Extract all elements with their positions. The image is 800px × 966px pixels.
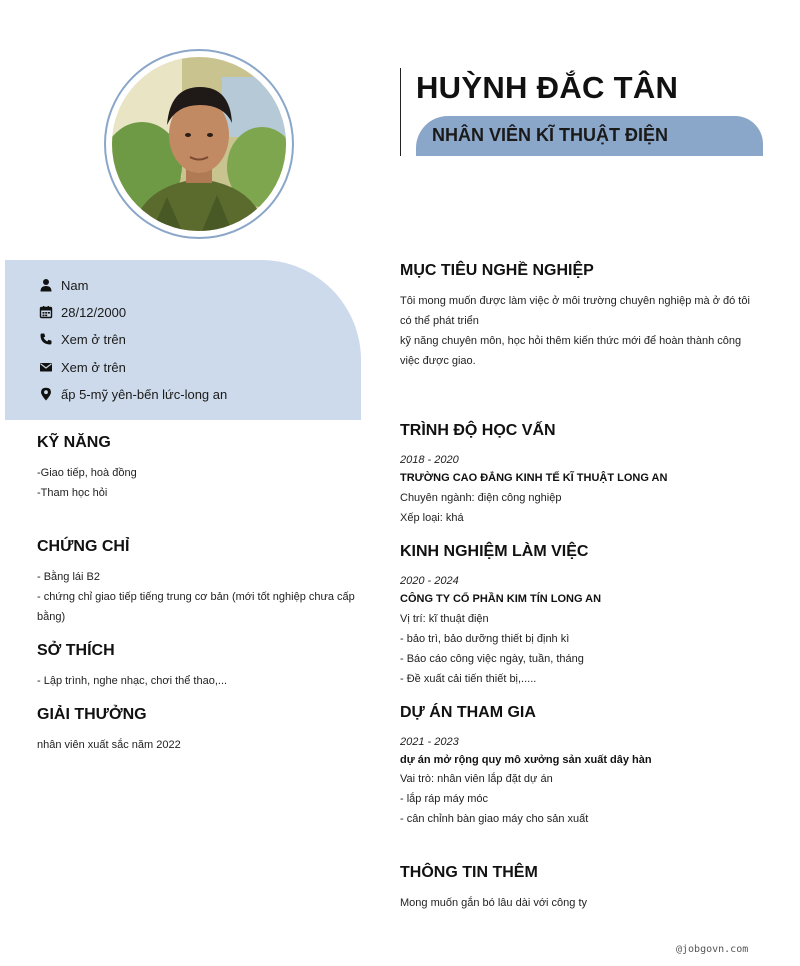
phone-value: Xem ở trên [61, 331, 126, 347]
skill-item: -Giao tiếp, hoà đồng [37, 467, 137, 479]
extra-info-title: THÔNG TIN THÊM [400, 864, 538, 881]
education-detail: Chuyên ngành: điện công nghiệp [400, 492, 562, 504]
objective-line: có thể phát triển [400, 315, 479, 327]
avatar-frame [104, 49, 294, 239]
email-value: Xem ở trên [61, 359, 126, 375]
certificate-item: - chứng chỉ giao tiếp tiếng trung cơ bản (mới tốt nghiệp chưa cấp [37, 591, 355, 603]
job-title-banner [416, 116, 763, 156]
education-title: TRÌNH ĐỘ HỌC VẤN [400, 422, 556, 439]
awards-title: GIẢI THƯỞNG [37, 706, 147, 723]
experience-detail: - Báo cáo công việc ngày, tuần, tháng [400, 653, 584, 665]
objective-line: Tôi mong muốn được làm việc ở môi trường chuyên nghiệp mà ở đó tôi [400, 295, 750, 307]
projects-title: DỰ ÁN THAM GIA [400, 704, 536, 721]
location-pin-icon [39, 387, 53, 401]
avatar [112, 57, 286, 231]
hobbies-title: SỞ THÍCH [37, 642, 115, 659]
gender-value: Nam [61, 277, 89, 293]
education-school: TRƯỜNG CAO ĐẲNG KINH TẾ KĨ THUẬT LONG AN [400, 472, 668, 484]
award-item: nhân viên xuất sắc năm 2022 [37, 739, 181, 751]
contact-gender [39, 275, 88, 295]
project-detail: Vai trò: nhân viên lắp đặt dự án [400, 773, 553, 785]
person-icon [39, 278, 53, 292]
extra-info-text: Mong muốn gắn bó lâu dài với công ty [400, 897, 587, 909]
full-name: HUỲNH ĐẮC TÂN [416, 70, 679, 105]
contact-address [39, 384, 227, 404]
certificate-item: bằng) [37, 611, 66, 623]
contact-panel [5, 260, 361, 420]
education-detail: Xếp loại: khá [400, 512, 464, 524]
skill-item: -Tham học hỏi [37, 487, 108, 499]
objective-line: việc được giao. [400, 355, 476, 367]
birthday-value: 28/12/2000 [61, 304, 127, 320]
address-value: ấp 5-mỹ yên-bến lức-long an [61, 386, 228, 402]
experience-detail: - bảo trì, bảo dưỡng thiết bị định kì [400, 633, 570, 645]
hobby-item: - Lập trình, nghe nhạc, chơi thể thao,... [37, 675, 228, 687]
experience-detail: - Đề xuất cải tiến thiết bị,..... [400, 673, 537, 685]
education-period: 2018 - 2020 [400, 454, 459, 466]
profile-photo [112, 57, 286, 231]
calendar-icon [39, 305, 53, 319]
phone-icon [39, 332, 53, 346]
experience-title: KINH NGHIỆM LÀM VIỆC [400, 543, 589, 560]
job-title: NHÂN VIÊN KĨ THUẬT ĐIỆN [432, 125, 669, 145]
project-detail: - cân chỉnh bàn giao máy cho sản xuất [400, 813, 589, 825]
experience-detail: Vị trí: kĩ thuật điện [400, 613, 489, 625]
project-name: dự án mở rộng quy mô xưởng sản xuất dây hàn [400, 754, 652, 766]
mail-icon [39, 360, 53, 374]
header-divider [400, 68, 401, 156]
project-period: 2021 - 2023 [400, 736, 459, 748]
contact-phone [39, 329, 126, 349]
experience-period: 2020 - 2024 [400, 575, 459, 587]
contact-email [39, 357, 126, 377]
contact-birthday [39, 302, 126, 322]
experience-company: CÔNG TY CỔ PHẦN KIM TÍN LONG AN [400, 593, 602, 605]
watermark: @jobgovn.com [676, 944, 749, 955]
objective-line: kỹ năng chuyên môn, học hỏi thêm kiến thức mới để hoàn thành công [400, 335, 742, 347]
certificate-item: - Bằng lái B2 [37, 571, 100, 583]
objective-title: MỤC TIÊU NGHỀ NGHIỆP [400, 262, 594, 279]
certificates-title: CHỨNG CHỈ [37, 538, 130, 555]
project-detail: - lắp ráp máy móc [400, 793, 489, 805]
skills-title: KỸ NĂNG [37, 434, 111, 451]
